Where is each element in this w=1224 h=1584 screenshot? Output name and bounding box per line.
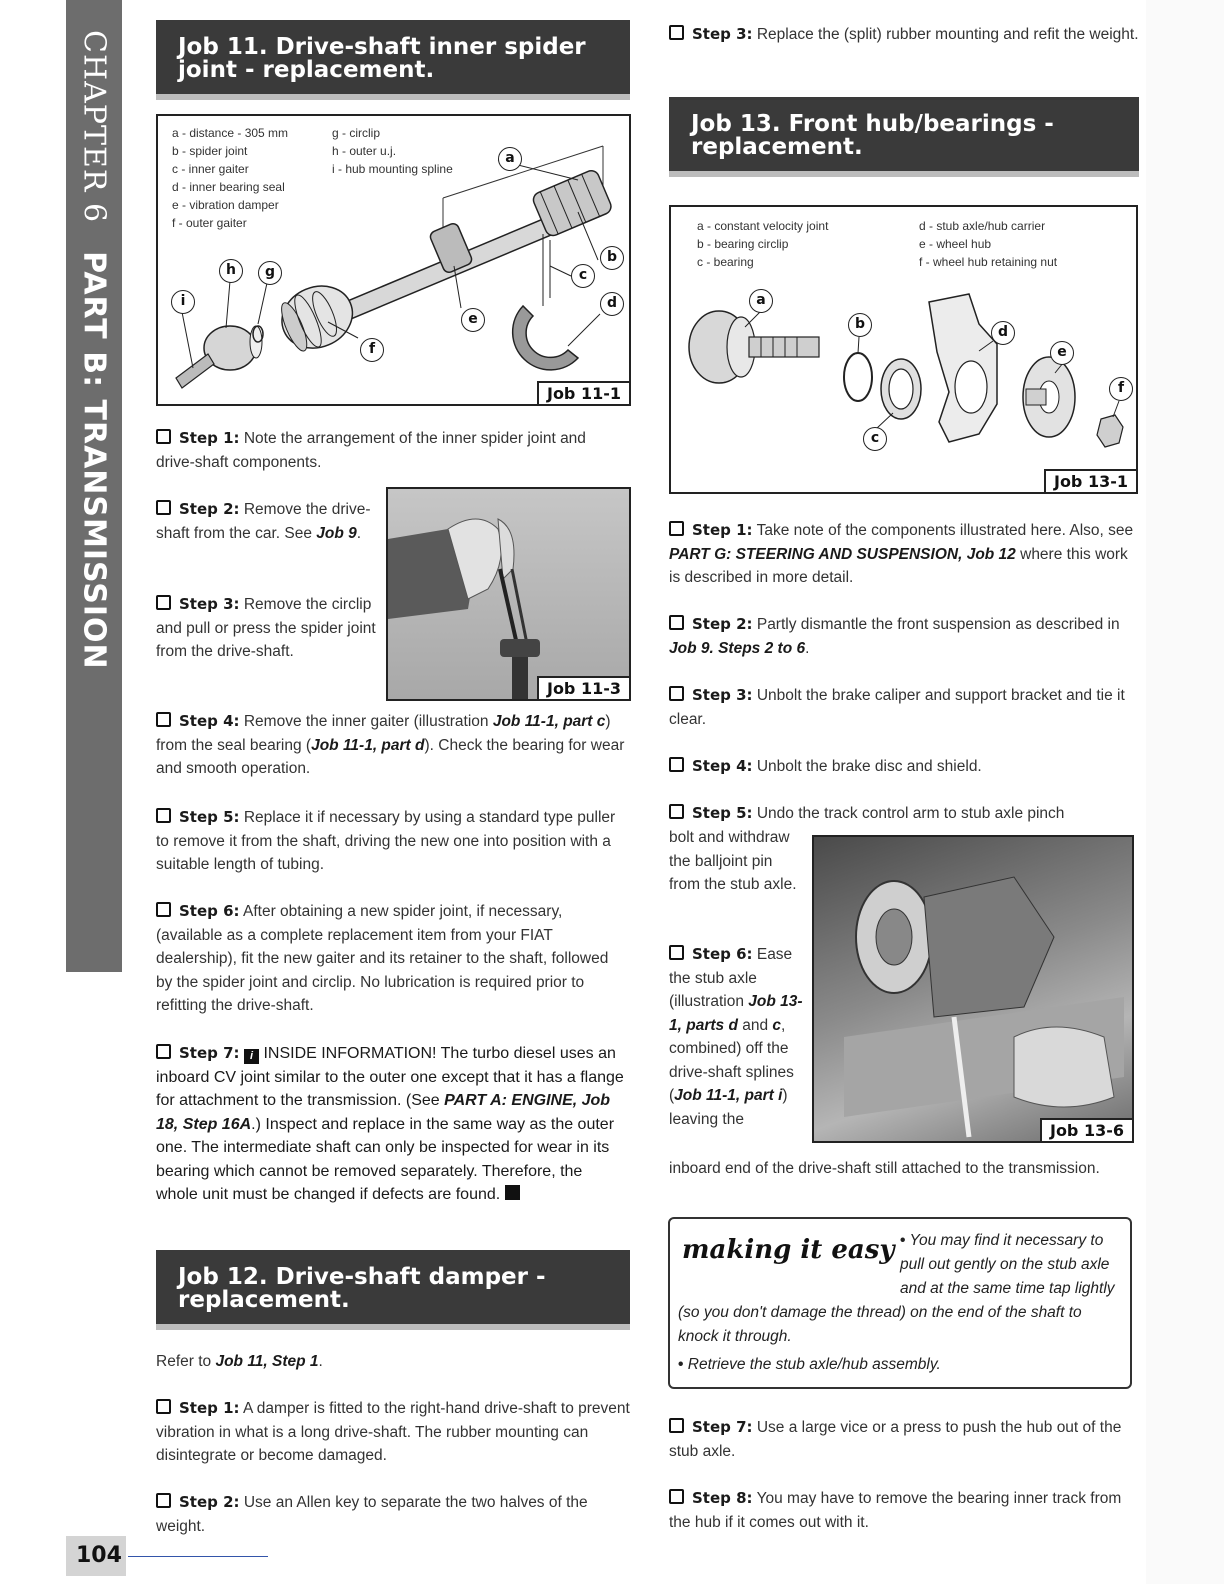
step-label: Step 2: [179,1493,240,1511]
legend-item: d - inner bearing seal [172,180,285,194]
callout-d: d [991,321,1015,345]
cross-reference: Job 9. Steps 2 to 6 [669,639,806,657]
callout-g: g [258,261,282,285]
cross-reference: c [772,1016,782,1034]
callout-b: b [600,246,624,270]
legend-item: d - stub axle/hub carrier [919,219,1046,233]
step-text: where this work is described in more detail. [669,545,1128,586]
page-number: 104 [66,1536,126,1576]
callout-c: c [863,427,887,451]
cross-reference: Job 9 [316,524,357,542]
step-text: Note the arrangement of the inner spider joint and drive-shaft components. [156,430,586,471]
job12-step3 [669,23,1139,47]
step-text: , combined) off the drive-shaft splines ( [669,1016,794,1104]
chapter-label: CHAPTER 6 [76,30,112,224]
checkbox-icon [669,1418,684,1433]
legend-item: a - constant velocity joint [697,219,829,233]
checkbox-icon [156,712,171,727]
cross-reference: PART G: STEERING AND SUSPENSION, Job 12 [669,545,1016,563]
checkbox-icon [669,945,684,960]
job11-step6 [156,900,626,1018]
figure-label: Job 11-1 [537,381,631,406]
step-text: and [737,1016,773,1034]
job13-step4 [669,755,1143,779]
checkbox-icon [156,1399,171,1414]
checkbox-icon [156,500,171,515]
step-text: Use an Allen key to separate the two halves of the weight. [156,1494,588,1535]
figure-label: Job 11-3 [537,676,631,701]
legend-item: e - wheel hub [919,237,992,251]
step-label: Step 5: [692,804,753,822]
bullet-icon: • [678,1356,684,1373]
tip-bullet-1 [678,1229,1126,1349]
step-label: Step 5: [179,808,240,826]
checkbox-icon [669,686,684,701]
job13-step6-cont [669,1157,1143,1181]
cross-reference: Job 13-1, parts d [669,993,803,1034]
legend-item: c - bearing [697,255,754,269]
intro-text: Refer to [156,1353,216,1370]
step-text: Ease the stub axle (illustration [669,946,793,1010]
job12-title-line1: Job 12. Drive-shaft damper - [178,1264,546,1290]
step-label: Step 7: [179,1044,240,1062]
checkbox-icon [156,595,171,610]
hand-press-photo [388,489,629,699]
callout-a: a [749,289,773,313]
step-text: Undo the track control arm to stub axle pinch [752,805,1065,822]
callout-i: i [171,290,195,314]
step-label: Step 1: [692,521,753,539]
legend-item: c - inner gaiter [172,162,249,176]
step-text: bolt and withdraw the balljoint pin from the stub axle. [669,829,797,893]
checkbox-icon [669,615,684,630]
step-label: Step 4: [692,757,753,775]
figure-label: Job 13-6 [1040,1118,1134,1143]
legend-item: h - outer u.j. [332,144,397,158]
tip-float-spacer [678,1229,900,1301]
job13-title-line2: replacement. [691,134,863,160]
checkbox-icon [156,808,171,823]
job12-title [156,1250,630,1330]
step-text: After obtaining a new spider joint, if necessary, (available as a complete replacement item from your FIAT dealership), fit the new gaiter and its retainer to the shaft, followed by the spider joint and circlip. No lubrication is required prior to refitting the drive-shaft. [156,903,609,1014]
legend-item: g - circlip [332,126,381,140]
legend-item: b - bearing circlip [697,237,789,251]
step-text: Replace it if necessary by using a standard type puller to remove it from the shaft, driving the new one into position with a suitable length of tubing. [156,809,616,873]
callout-f: f [1109,377,1133,401]
callout-e: e [1050,341,1074,365]
job13-step3 [669,684,1143,731]
callout-e: e [461,308,485,332]
job11-step1 [156,427,626,474]
figure-job-11-1 [156,114,631,406]
job11-step4 [156,710,628,781]
step-text: Replace the (split) rubber mounting and refit the weight. [752,26,1139,43]
part-label: PART B: TRANSMISSION [76,251,112,670]
checkbox-icon [156,1493,171,1508]
figure-job-13-1 [669,205,1138,494]
making-it-easy-logo: making it easy [682,1235,895,1265]
page-rule [128,1556,268,1557]
job12-title-line2: replacement. [178,1287,350,1313]
step-text: Unbolt the brake disc and shield. [752,758,982,775]
photo-job-11-3 [386,487,631,701]
stub-axle-photo [814,837,1132,1141]
end-information-icon [505,1185,520,1200]
job13-step2 [669,613,1143,660]
step-text: . [356,524,362,542]
step-text: Remove the drive-shaft from the car. See [156,501,371,542]
legend-item: e - vibration damper [172,198,279,212]
step-label: Step 4: [179,712,240,730]
callout-a: a [498,147,522,171]
job13-step7 [669,1416,1143,1463]
step-text: ) leaving the [669,1087,788,1128]
callout-d: d [600,292,624,316]
figure-label: Job 13-1 [1044,469,1138,494]
checkbox-icon [669,757,684,772]
step-text: Take note of the components illustrated here. Also, see [752,522,1134,539]
cross-reference: PART A: ENGINE, Job 18, Step 16A [156,1092,611,1133]
step-label: Step 8: [692,1489,753,1507]
bullet-icon: • [900,1232,906,1249]
page-edge [1146,0,1224,1584]
job13-step5 [669,802,1143,826]
checkbox-icon [156,429,171,444]
step-label: Step 2: [692,615,753,633]
job12-step1 [156,1397,630,1468]
step-text: Unbolt the brake caliper and support bracket and tie it clear. [669,687,1125,728]
job13-step1 [669,519,1143,590]
job13-step8 [669,1487,1143,1534]
job11-step7 [156,1042,624,1207]
cross-reference: Job 11, Step 1 [215,1353,319,1370]
job13-step5-cont [669,826,805,897]
step-label: Step 3: [692,686,753,704]
step-label: Step 3: [692,25,753,43]
tip-text: You may find it necessary to pull out gently on the stub axle and at the same time tap lightly (so you don't damage the thread) on the end of the shaft to knock it through. [678,1232,1115,1345]
job13-title-line1: Job 13. Front hub/bearings - [691,111,1054,137]
cross-reference: Job 11-1, part d [311,736,425,754]
callout-c: c [571,264,595,288]
step-label: Step 1: [179,1399,240,1417]
callout-f: f [360,338,384,362]
step-text: INSIDE INFORMATION! The turbo diesel uses an inboard CV joint similar to the outer one except that it has a flange for attachment to the transmission. (See [156,1045,624,1109]
cross-reference: Job 11-1, part c [492,713,606,730]
intro-text: . [318,1353,323,1370]
step-label: Step 6: [179,902,240,920]
step-text: ). Check the bearing for wear and smooth operation. [156,736,625,777]
job13-title [669,97,1139,177]
step-text: Use a large vice or a press to push the hub out of the stub axle. [669,1419,1122,1460]
job12-intro [156,1350,626,1374]
step-text: inboard end of the drive-shaft still attached to the transmission. [669,1160,1100,1177]
legend-item: f - outer gaiter [172,216,247,230]
step-text: A damper is fitted to the right-hand drive-shaft to prevent vibration in what is a long drive-shaft. The rubber mounting can disintegrate or become damaged. [156,1400,630,1464]
step-text: Partly dismantle the front suspension as described in [752,616,1120,633]
checkbox-icon [669,804,684,819]
job11-title-line2: joint - replacement. [178,57,435,83]
step-text: You may have to remove the bearing inner track from the hub if it comes out with it. [669,1490,1122,1531]
job11-title [156,20,630,100]
step-label: Step 1: [179,429,240,447]
step-label: Step 7: [692,1418,753,1436]
checkbox-icon [669,521,684,536]
callout-b: b [848,313,872,337]
checkbox-icon [669,1489,684,1504]
legend-item: i - hub mounting spline [332,162,453,176]
job11-step3 [156,593,378,664]
inside-information-icon: i [244,1049,259,1064]
step-label: Step 2: [179,500,240,518]
checkbox-icon [156,1044,171,1059]
step-text: .) Inspect and replace in the same way as the outer one. The intermediate shaft can only be inspected for wear in its bearing which cannot be removed separately. Therefore, the whole unit must be changed if defects are found. [156,1115,615,1203]
job13-step6 [669,943,805,1131]
tip-text: Retrieve the stub axle/hub assembly. [687,1356,941,1373]
step-label: Step 6: [692,945,753,963]
step-text: Remove the inner gaiter (illustration [239,713,493,730]
step-text: Remove the circlip and pull or press the spider joint from the drive-shaft. [156,596,376,660]
checkbox-icon [156,902,171,917]
tip-bullet-2 [678,1353,1126,1377]
photo-job-13-6 [812,835,1134,1143]
checkbox-icon [669,25,684,40]
cross-reference: Job 11-1, part i [674,1087,783,1104]
job11-step2 [156,498,378,545]
step-text: ) from the seal bearing ( [156,713,611,754]
legend-item: f - wheel hub retaining nut [919,255,1058,269]
legend-item: a - distance - 305 mm [172,126,289,140]
making-it-easy-box [668,1217,1132,1389]
job11-title-line1: Job 11. Drive-shaft inner spider [178,34,586,60]
legend-item: b - spider joint [172,144,248,158]
step-label: Step 3: [179,595,240,613]
chapter-sidebar-text [66,0,122,972]
callout-h: h [219,259,243,283]
job12-step2 [156,1491,626,1538]
step-text: . [805,639,810,657]
job11-step5 [156,806,626,877]
